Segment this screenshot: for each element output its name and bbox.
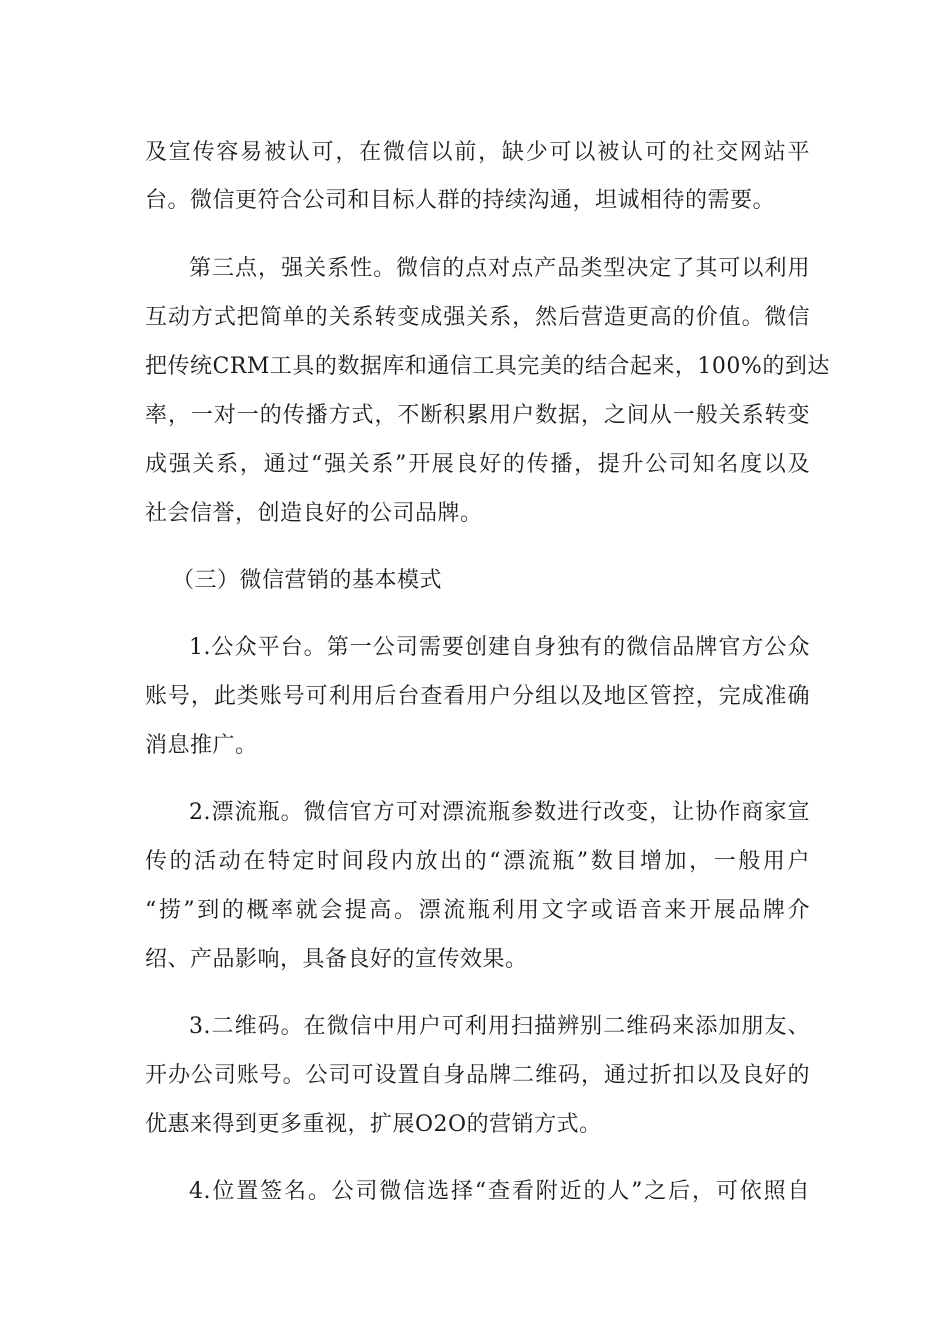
- text-line: 开办公司账号。公司可设置自身品牌二维码，通过折扣以及良好的: [145, 1063, 810, 1088]
- text-line: 3.二维码。在微信中用户可利用扫描辨别二维码来添加朋友、: [189, 1014, 810, 1039]
- text-line: 台。微信更符合公司和目标人群的持续沟通，坦诚相待的需要。: [145, 188, 776, 213]
- text-line: 传的活动在特定时间段内放出的“漂流瓶”数目增加，一般用户: [145, 849, 810, 874]
- text-line: 互动方式把简单的关系转变成强关系，然后营造更高的价值。微信: [145, 305, 810, 330]
- text-line: 4.位置签名。公司微信选择“查看附近的人”之后，可依照自: [189, 1179, 810, 1204]
- text-line: 及宣传容易被认可，在微信以前，缺少可以被认可的社交网站平: [145, 140, 810, 165]
- text-line: 账号，此类账号可利用后台查看用户分组以及地区管控，完成准确: [145, 684, 810, 709]
- text-line: 绍、产品影响，具备良好的宣传效果。: [145, 947, 528, 972]
- section-heading: （三）微信营销的基本模式: [172, 568, 443, 593]
- text-line: 把传统CRM工具的数据库和通信工具完美的结合起来，100%的到达: [145, 354, 830, 379]
- text-line: 优惠来得到更多重视，扩展O2O的营销方式。: [145, 1112, 602, 1137]
- text-line: 成强关系，通过“强关系”开展良好的传播，提升公司知名度以及: [145, 452, 810, 477]
- text-line: 社会信誉，创造良好的公司品牌。: [145, 501, 483, 526]
- text-line: 率，一对一的传播方式，不断积累用户数据，之间从一般关系转变: [145, 403, 810, 428]
- text-line: “捞”到的概率就会提高。漂流瓶利用文字或语音来开展品牌介: [145, 898, 810, 923]
- text-line: 2.漂流瓶。微信官方可对漂流瓶参数进行改变，让协作商家宣: [189, 800, 810, 825]
- text-line: 消息推广。: [145, 733, 258, 758]
- text-line: 1.公众平台。第一公司需要创建自身独有的微信品牌官方公众: [189, 635, 810, 660]
- text-line: 第三点，强关系性。微信的点对点产品类型决定了其可以利用: [189, 256, 810, 281]
